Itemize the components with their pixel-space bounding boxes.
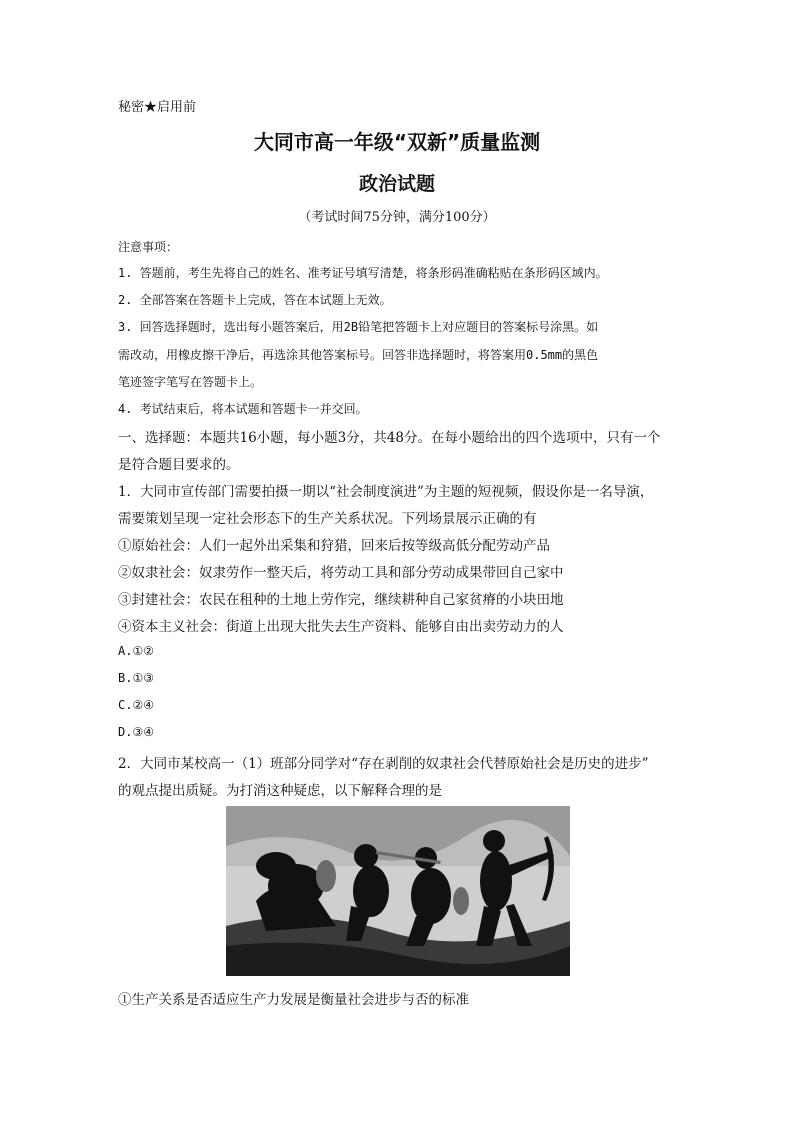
secret-mark: 秘密★启用前 <box>118 100 197 115</box>
exam-title: 大同市高一年级“双新”质量监测 <box>253 130 541 154</box>
q1-statement-2: ②奴隶社会：奴隶劳作一整天后，将劳动工具和部分劳动成果带回自己家中 <box>118 565 564 581</box>
notice-item: 需改动，用橡皮擦干净后，再选涂其他答案标号。回答非选择题时，将答案用0.5mm的黑色 <box>118 348 599 362</box>
q2-statement-1: ①生产关系是否适应生产力发展是衡量社会进步与否的标准 <box>118 992 469 1008</box>
q1-option-c: C.②④ <box>118 698 154 712</box>
notice-item: 1. 答题前，考生先将自己的姓名、准考证号填写清楚，将条形码准确粘贴在条形码区域内。 <box>118 266 608 280</box>
section-heading-cont: 是符合题目要求的。 <box>118 457 240 473</box>
notice-heading: 注意事项： <box>118 240 179 254</box>
notice-item: 笔迹签字笔写在答题卡上。 <box>118 375 263 389</box>
q1-option-b: B.①③ <box>118 671 154 685</box>
q2-stem-cont: 的观点提出质疑。为打消这种疑虑，以下解释合理的是 <box>118 783 442 799</box>
notice-item: 4. 考试结束后，将本试题和答题卡一并交回。 <box>118 402 368 416</box>
q2-stem: 2．大同市某校高一（1）班部分同学对“存在剥削的奴隶社会代替原始社会是历史的进步” <box>118 756 649 772</box>
section-heading: 一、选择题：本题共16小题，每小题3分，共48分。在每小题给出的四个选项中，只有一个 <box>118 430 661 446</box>
q1-stem-cont: 需要策划呈现一定社会形态下的生产关系状况。下列场景展示正确的有 <box>118 511 537 527</box>
notice-item: 3. 回答选择题时，选出每小题答案后，用2B铅笔把答题卡上对应题目的答案标号涂黑。如 <box>118 320 599 334</box>
q1-statement-3: ③封建社会：农民在租种的土地上劳作完，继续耕种自己家贫瘠的小块田地 <box>118 592 564 608</box>
q1-stem: 1．大同市宣传部门需要拍摄一期以“社会制度演进”为主题的短视频，假设你是一名导演， <box>118 484 654 500</box>
exam-info: （考试时间75分钟，满分100分） <box>298 210 496 225</box>
q1-option-a: A.①② <box>118 644 154 658</box>
q1-statement-4: ④资本主义社会：街道上出现大批失去生产资料、能够自由出卖劳动力的人 <box>118 619 564 635</box>
q1-option-d: D.③④ <box>118 725 154 739</box>
slavery-illustration <box>226 806 570 976</box>
subject-title: 政治试题 <box>358 173 435 195</box>
q1-statement-1: ①原始社会：人们一起外出采集和狩猎，回来后按等级高低分配劳动产品 <box>118 538 550 554</box>
notice-item: 2. 全部答案在答题卡上完成，答在本试题上无效。 <box>118 293 392 307</box>
